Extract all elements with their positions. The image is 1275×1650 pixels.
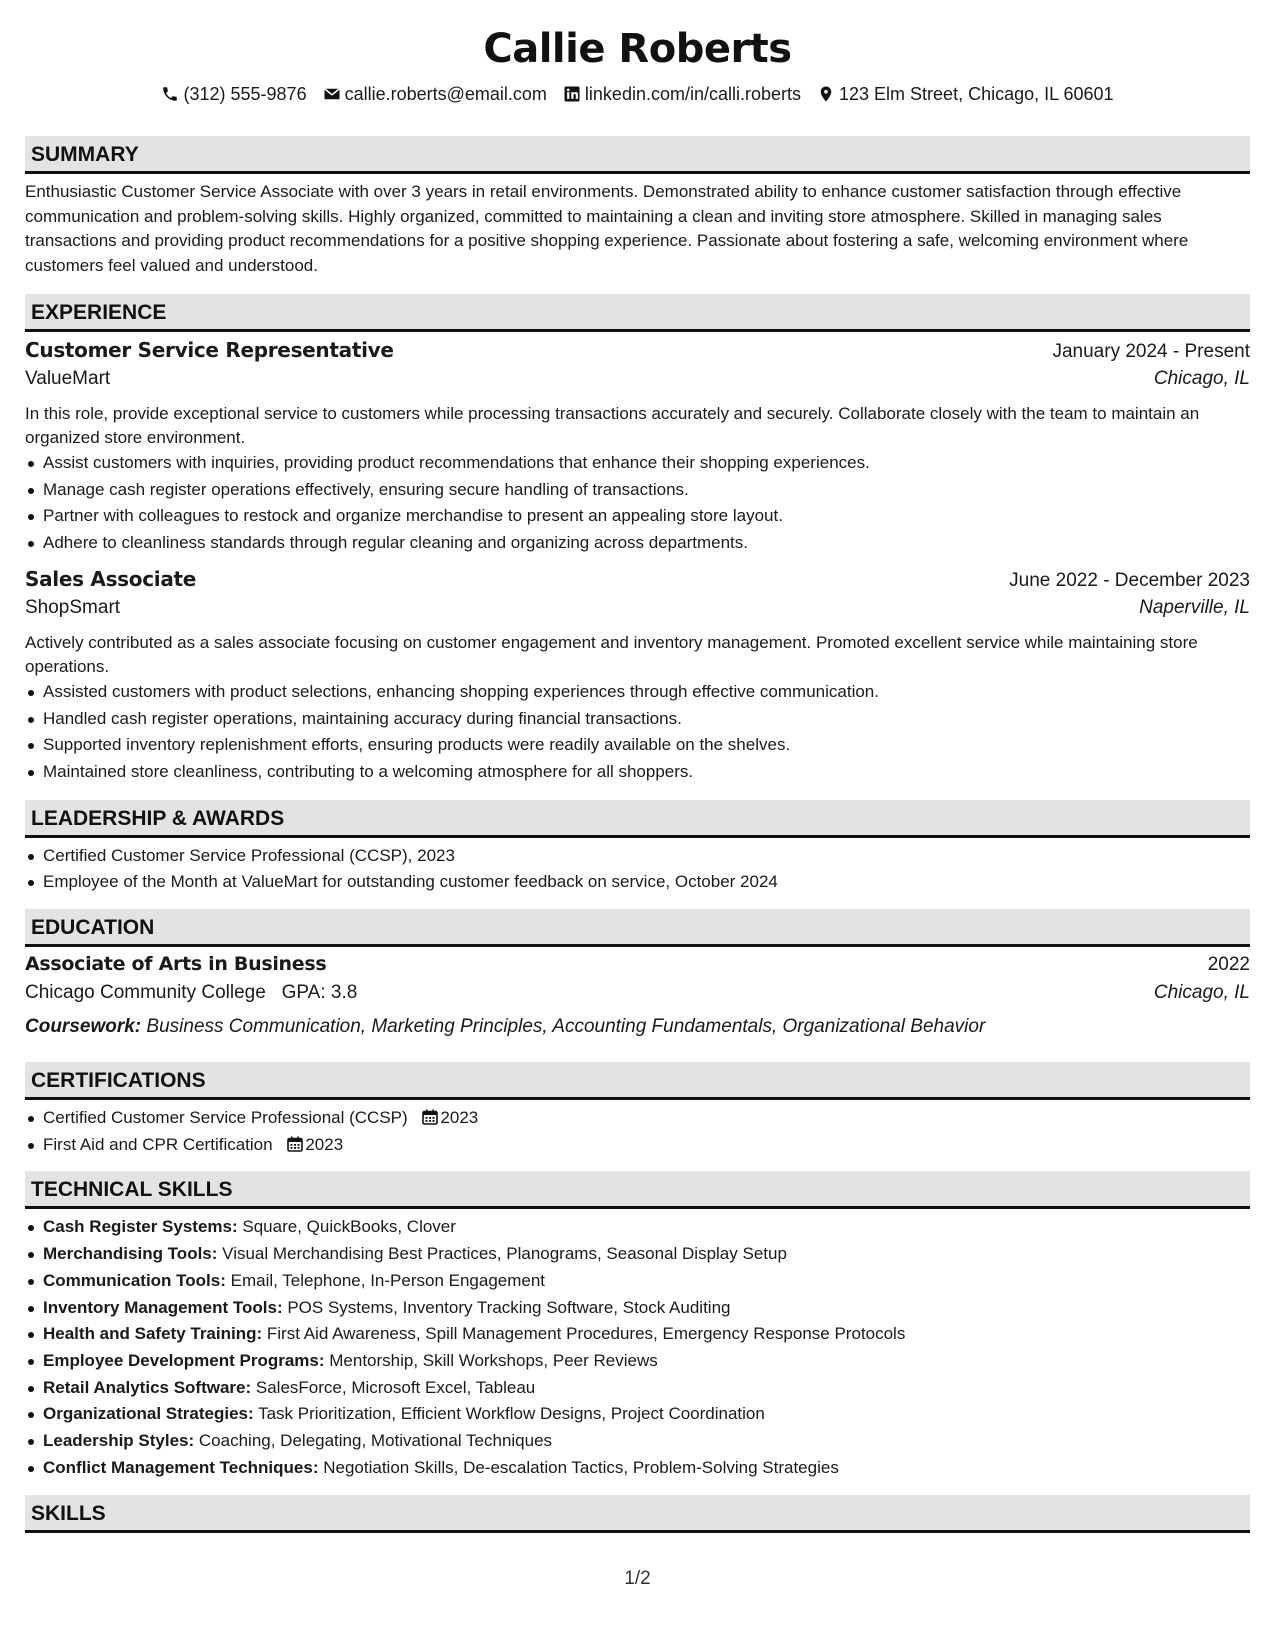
skill-label: Cash Register Systems: bbox=[43, 1217, 238, 1237]
job-bullets bbox=[25, 450, 1250, 557]
section-heading-certifications: CERTIFICATIONS bbox=[25, 1062, 1250, 1100]
education-entry bbox=[25, 953, 1250, 1042]
coursework-list: Business Communication, Marketing Principles, Accounting Fundamentals, Organizational Behavior bbox=[146, 1016, 986, 1038]
job-dates: January 2024 - Present bbox=[1052, 341, 1250, 362]
list-item bbox=[25, 1321, 1250, 1348]
certification-name: Certified Customer Service Professional (CCSP) bbox=[43, 1108, 408, 1128]
section-heading-experience: EXPERIENCE bbox=[25, 294, 1250, 332]
certification-year: 2023 bbox=[305, 1134, 344, 1154]
list-item: Assist customers with inquiries, providing product recommendations that enhance their shopping experiences. bbox=[25, 450, 1250, 477]
school-location: Chicago, IL bbox=[1153, 982, 1250, 1004]
linkedin-text: linkedin.com/in/calli.roberts bbox=[584, 83, 802, 104]
contact-linkedin[interactable] bbox=[563, 84, 801, 105]
section-heading-summary: SUMMARY bbox=[25, 136, 1250, 174]
skill-label: Conflict Management Techniques: bbox=[43, 1457, 319, 1477]
list-item bbox=[25, 1295, 1250, 1322]
skill-value: Coaching, Delegating, Motivational Techniques bbox=[198, 1431, 553, 1451]
skill-value: Square, QuickBooks, Clover bbox=[242, 1217, 456, 1237]
job-company: ShopSmart bbox=[25, 596, 121, 618]
coursework-label: Coursework: bbox=[25, 1016, 142, 1038]
phone-icon bbox=[161, 85, 179, 103]
list-item: Certified Customer Service Professional (CCSP), 2023 bbox=[25, 843, 1250, 870]
degree: Associate of Arts in Business bbox=[25, 953, 327, 976]
certification-year: 2023 bbox=[440, 1108, 479, 1128]
list-item: Employee of the Month at ValueMart for outstanding customer feedback on service, October 2024 bbox=[25, 869, 1250, 896]
list-item: Supported inventory replenishment efforts, ensuring products were readily available on the shelves. bbox=[25, 732, 1250, 759]
list-item: Adhere to cleanliness standards through regular cleaning and organizing across departments. bbox=[25, 530, 1250, 557]
summary-text: Enthusiastic Customer Service Associate with over 3 years in retail environments. Demonstrated ability to enhance customer satisfaction through effective communication and problem-solving skills. Highly organized, committed to maintaining a clean and inviting store atmosphere. Skilled in managing sales transactions and providing product recommendations for a positive shopping experience. Passionate about fostering a safe, welcoming environment where customers feel valued and understood. bbox=[25, 182, 1189, 275]
map-pin-icon bbox=[817, 85, 835, 103]
skill-label: Leadership Styles: bbox=[43, 1431, 195, 1451]
skill-label: Merchandising Tools: bbox=[43, 1244, 218, 1264]
job-company: ValueMart bbox=[25, 368, 111, 389]
list-item bbox=[25, 1348, 1250, 1375]
skill-label: Retail Analytics Software: bbox=[43, 1377, 252, 1397]
job-title: Sales Associate bbox=[25, 566, 197, 591]
linkedin-icon bbox=[563, 85, 581, 103]
job-description: In this role, provide exceptional service to customers while processing transactions accurately and securely. Collaborate closely with the team to maintain an organized store environment. bbox=[25, 404, 1200, 447]
skill-value: Mentorship, Skill Workshops, Peer Reviews bbox=[329, 1350, 658, 1370]
phone-text: (312) 555-9876 bbox=[183, 83, 307, 104]
job-dates: June 2022 - December 2023 bbox=[1009, 569, 1250, 591]
job-description: Actively contributed as a sales associate focusing on customer engagement and inventory management. Promoted excellent service while maintaining store operations. bbox=[25, 632, 1198, 676]
calendar-icon bbox=[422, 1109, 438, 1125]
graduation-year: 2022 bbox=[1207, 954, 1250, 976]
skill-value: First Aid Awareness, Spill Management Procedures, Emergency Response Protocols bbox=[266, 1324, 906, 1344]
job-title: Customer Service Representative bbox=[25, 338, 394, 362]
section-heading-leadership: LEADERSHIP & AWARDS bbox=[25, 800, 1250, 838]
section-heading-technical-skills: TECHNICAL SKILLS bbox=[25, 1171, 1250, 1209]
gpa: GPA: 3.8 bbox=[281, 982, 358, 1004]
list-item bbox=[25, 1241, 1250, 1268]
list-item bbox=[25, 1401, 1250, 1428]
skill-label: Employee Development Programs: bbox=[43, 1350, 325, 1370]
contact-line bbox=[25, 80, 1250, 108]
list-item: Maintained store cleanliness, contributing to a welcoming atmosphere for all shoppers. bbox=[25, 759, 1250, 786]
list-item: Assisted customers with product selections, enhancing shopping experiences through effective communication. bbox=[25, 679, 1250, 706]
skill-value: Email, Telephone, In-Person Engagement bbox=[230, 1270, 546, 1290]
technical-skills-list bbox=[25, 1214, 1250, 1481]
list-item bbox=[25, 1268, 1250, 1295]
job-bullets bbox=[25, 679, 1250, 786]
skill-label: Health and Safety Training: bbox=[43, 1324, 263, 1344]
contact-phone[interactable] bbox=[161, 84, 306, 105]
coursework bbox=[25, 1012, 1250, 1042]
address-text: 123 Elm Street, Chicago, IL 60601 bbox=[839, 83, 1114, 104]
skill-value: SalesForce, Microsoft Excel, Tableau bbox=[255, 1377, 536, 1397]
email-text: callie.roberts@email.com bbox=[344, 83, 547, 104]
job-entry bbox=[25, 338, 1250, 557]
list-item bbox=[25, 1214, 1250, 1241]
list-item bbox=[25, 1455, 1250, 1482]
certifications-list bbox=[25, 1105, 1250, 1158]
list-item bbox=[25, 1375, 1250, 1402]
list-item: Partner with colleagues to restock and organize merchandise to present an appealing store layout. bbox=[25, 503, 1250, 530]
section-heading-skills: SKILLS bbox=[25, 1495, 1250, 1533]
contact-email[interactable] bbox=[323, 84, 547, 105]
job-location: Naperville, IL bbox=[1139, 596, 1250, 618]
list-item bbox=[25, 1428, 1250, 1455]
list-item bbox=[25, 1132, 1250, 1159]
skill-value: Task Prioritization, Efficient Workflow Designs, Project Coordination bbox=[258, 1404, 765, 1424]
skill-value: Visual Merchandising Best Practices, Planograms, Seasonal Display Setup bbox=[222, 1244, 787, 1264]
certification-name: First Aid and CPR Certification bbox=[43, 1134, 273, 1154]
page-number: 1/2 bbox=[624, 1568, 651, 1589]
resume-page bbox=[25, 0, 1250, 1533]
skill-label: Inventory Management Tools: bbox=[43, 1297, 283, 1317]
list-item: Manage cash register operations effectively, ensuring secure handling of transactions. bbox=[25, 477, 1250, 504]
skill-value: Negotiation Skills, De-escalation Tactics, Problem-Solving Strategies bbox=[323, 1457, 839, 1477]
skill-value: POS Systems, Inventory Tracking Software, Stock Auditing bbox=[287, 1297, 731, 1317]
envelope-icon bbox=[323, 85, 341, 103]
skill-label: Organizational Strategies: bbox=[43, 1404, 254, 1424]
school-name: Chicago Community College bbox=[25, 982, 266, 1004]
job-location: Chicago, IL bbox=[1153, 368, 1250, 389]
candidate-name: Callie Roberts bbox=[483, 26, 792, 72]
section-heading-education: EDUCATION bbox=[25, 909, 1250, 947]
job-entry bbox=[25, 567, 1250, 786]
list-item: Handled cash register operations, maintaining accuracy during financial transactions. bbox=[25, 706, 1250, 733]
contact-address bbox=[817, 84, 1114, 105]
leadership-list bbox=[25, 843, 1250, 896]
calendar-icon bbox=[287, 1136, 303, 1152]
list-item bbox=[25, 1105, 1250, 1132]
skill-label: Communication Tools: bbox=[43, 1270, 226, 1290]
